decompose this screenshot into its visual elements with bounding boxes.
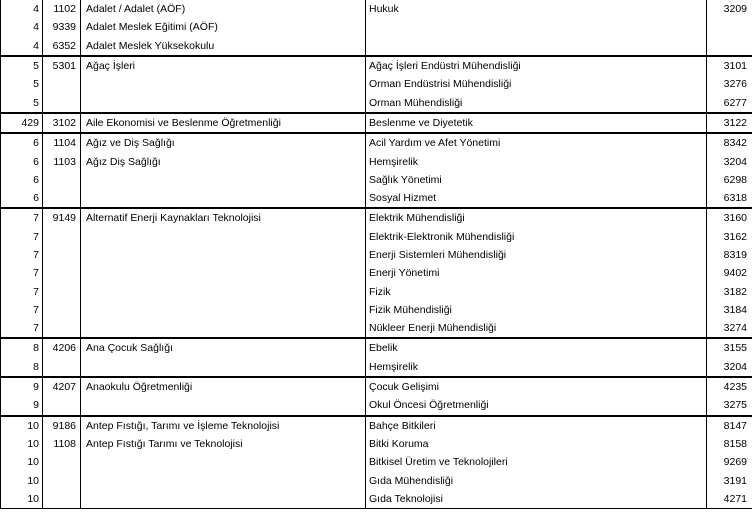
target-program-cell: Bitkisel Üretim ve Teknolojileri	[366, 453, 707, 471]
table-row	[1, 264, 752, 282]
program-name-cell	[81, 264, 366, 282]
program-code-cell	[43, 490, 81, 509]
program-code-cell	[43, 93, 81, 112]
target-program-cell: Hemşirelik	[366, 358, 707, 377]
table-row	[1, 228, 752, 246]
table-row	[1, 113, 752, 133]
table-row	[1, 358, 752, 377]
table-row	[1, 133, 752, 152]
program-code-cell: 4207	[43, 377, 81, 396]
target-program-cell: Gıda Teknolojisi	[366, 490, 707, 509]
program-name-cell	[81, 358, 366, 377]
table-row	[1, 56, 752, 75]
program-name-cell	[81, 75, 366, 93]
target-code-cell: 8342	[707, 133, 752, 152]
target-program-cell: Sağlık Yönetimi	[366, 171, 707, 189]
target-code-cell: 3122	[707, 113, 752, 133]
table-body	[1, 0, 752, 509]
program-code-cell	[43, 396, 81, 415]
program-code-cell: 3102	[43, 113, 81, 133]
program-name-cell: Antep Fıstığı Tarımı ve Teknolojisi	[81, 435, 366, 453]
target-code-cell: 6277	[707, 93, 752, 112]
program-code-cell: 1102	[43, 0, 81, 18]
table-row	[1, 189, 752, 208]
target-code-cell: 3162	[707, 228, 752, 246]
target-code-cell: 3209	[707, 0, 752, 18]
target-program-cell: Ağaç İşleri Endüstri Mühendisliği	[366, 56, 707, 75]
table-row	[1, 453, 752, 471]
program-code-cell	[43, 75, 81, 93]
table-row	[1, 171, 752, 189]
type-code-cell: 4	[1, 0, 43, 18]
target-program-cell: Enerji Sistemleri Mühendisliği	[366, 246, 707, 264]
program-name-cell: Adalet Meslek Yüksekokulu	[81, 37, 366, 56]
program-code-cell: 1108	[43, 435, 81, 453]
type-code-cell: 10	[1, 490, 43, 509]
target-code-cell: 3275	[707, 396, 752, 415]
table-row	[1, 471, 752, 489]
target-program-cell: Enerji Yönetimi	[366, 264, 707, 282]
program-name-cell: Ağız ve Diş Sağlığı	[81, 133, 366, 152]
table-row	[1, 377, 752, 396]
program-name-cell	[81, 319, 366, 338]
program-code-cell	[43, 471, 81, 489]
target-program-cell: Elektrik Mühendisliği	[366, 208, 707, 227]
program-code-cell	[43, 228, 81, 246]
program-code-cell: 9339	[43, 18, 81, 36]
target-code-cell: 4235	[707, 377, 752, 396]
type-code-cell: 7	[1, 301, 43, 319]
target-program-cell: Fizik	[366, 282, 707, 300]
type-code-cell: 429	[1, 113, 43, 133]
table-row	[1, 319, 752, 338]
target-program-cell: Bitki Koruma	[366, 435, 707, 453]
program-name-cell	[81, 228, 366, 246]
type-code-cell: 8	[1, 358, 43, 377]
program-code-cell	[43, 282, 81, 300]
target-code-cell: 3182	[707, 282, 752, 300]
target-program-cell: Çocuk Gelişimi	[366, 377, 707, 396]
program-name-cell	[81, 301, 366, 319]
target-code-cell	[707, 37, 752, 56]
target-code-cell	[707, 18, 752, 36]
type-code-cell: 10	[1, 416, 43, 435]
type-code-cell: 7	[1, 264, 43, 282]
program-code-cell	[43, 301, 81, 319]
target-code-cell: 3204	[707, 358, 752, 377]
type-code-cell: 9	[1, 396, 43, 415]
target-code-cell: 8158	[707, 435, 752, 453]
target-code-cell: 3204	[707, 152, 752, 170]
program-name-cell: Adalet / Adalet (AÖF)	[81, 0, 366, 18]
program-code-cell: 9149	[43, 208, 81, 227]
target-program-cell: Hukuk	[366, 0, 707, 18]
target-program-cell	[366, 37, 707, 56]
target-code-cell: 3184	[707, 301, 752, 319]
program-name-cell	[81, 453, 366, 471]
target-code-cell: 3191	[707, 471, 752, 489]
table-row	[1, 152, 752, 170]
program-name-cell	[81, 246, 366, 264]
table-row	[1, 75, 752, 93]
type-code-cell: 7	[1, 282, 43, 300]
target-program-cell: Beslenme ve Diyetetik	[366, 113, 707, 133]
program-code-cell	[43, 319, 81, 338]
target-program-cell: Gıda Mühendisliği	[366, 471, 707, 489]
table-row	[1, 93, 752, 112]
program-name-cell: Ağaç İşleri	[81, 56, 366, 75]
target-code-cell: 8319	[707, 246, 752, 264]
program-name-cell	[81, 490, 366, 509]
target-code-cell: 3101	[707, 56, 752, 75]
type-code-cell: 10	[1, 435, 43, 453]
type-code-cell: 9	[1, 377, 43, 396]
type-code-cell: 7	[1, 246, 43, 264]
type-code-cell: 6	[1, 171, 43, 189]
type-code-cell: 6	[1, 152, 43, 170]
type-code-cell: 5	[1, 93, 43, 112]
table-row	[1, 0, 752, 18]
type-code-cell: 10	[1, 471, 43, 489]
program-name-cell: Antep Fıstığı, Tarımı ve İşleme Teknolojisi	[81, 416, 366, 435]
target-program-cell: Ebelik	[366, 338, 707, 357]
program-code-cell: 4206	[43, 338, 81, 357]
program-name-cell: Adalet Meslek Eğitimi (AÖF)	[81, 18, 366, 36]
type-code-cell: 4	[1, 37, 43, 56]
target-program-cell: Orman Mühendisliği	[366, 93, 707, 112]
target-code-cell: 6298	[707, 171, 752, 189]
type-code-cell: 7	[1, 208, 43, 227]
program-name-cell	[81, 282, 366, 300]
program-name-cell: Alternatif Enerji Kaynakları Teknolojisi	[81, 208, 366, 227]
program-code-cell	[43, 264, 81, 282]
target-code-cell: 9402	[707, 264, 752, 282]
target-code-cell: 8147	[707, 416, 752, 435]
table-row	[1, 396, 752, 415]
type-code-cell: 6	[1, 189, 43, 208]
type-code-cell: 6	[1, 133, 43, 152]
table-row	[1, 37, 752, 56]
program-code-cell	[43, 171, 81, 189]
program-code-cell	[43, 453, 81, 471]
program-name-cell	[81, 189, 366, 208]
table-row	[1, 301, 752, 319]
target-code-cell: 4271	[707, 490, 752, 509]
target-program-cell: Bahçe Bitkileri	[366, 416, 707, 435]
table-row	[1, 416, 752, 435]
type-code-cell: 7	[1, 228, 43, 246]
table-row	[1, 490, 752, 509]
target-program-cell: Nükleer Enerji Mühendisliği	[366, 319, 707, 338]
target-program-cell: Hemşirelik	[366, 152, 707, 170]
program-code-cell	[43, 246, 81, 264]
table-row	[1, 18, 752, 36]
target-code-cell: 9269	[707, 453, 752, 471]
table-row	[1, 338, 752, 357]
target-program-cell: Okul Öncesi Öğretmenliği	[366, 396, 707, 415]
table-row	[1, 208, 752, 227]
program-name-cell: Anaokulu Öğretmenliği	[81, 377, 366, 396]
type-code-cell: 8	[1, 338, 43, 357]
program-name-cell	[81, 471, 366, 489]
program-name-cell: Ana Çocuk Sağlığı	[81, 338, 366, 357]
target-code-cell: 6318	[707, 189, 752, 208]
program-name-cell	[81, 93, 366, 112]
program-name-cell	[81, 396, 366, 415]
target-code-cell: 3160	[707, 208, 752, 227]
program-code-cell: 1103	[43, 152, 81, 170]
type-code-cell: 7	[1, 319, 43, 338]
target-program-cell: Sosyal Hizmet	[366, 189, 707, 208]
target-code-cell: 3276	[707, 75, 752, 93]
program-code-cell	[43, 358, 81, 377]
type-code-cell: 10	[1, 453, 43, 471]
table-row	[1, 435, 752, 453]
type-code-cell: 5	[1, 75, 43, 93]
program-name-cell	[81, 171, 366, 189]
program-name-cell: Ağız Diş Sağlığı	[81, 152, 366, 170]
target-code-cell: 3155	[707, 338, 752, 357]
type-code-cell: 5	[1, 56, 43, 75]
target-code-cell: 3274	[707, 319, 752, 338]
program-code-cell	[43, 189, 81, 208]
target-program-cell: Acil Yardım ve Afet Yönetimi	[366, 133, 707, 152]
table-row	[1, 246, 752, 264]
program-code-cell: 9186	[43, 416, 81, 435]
target-program-cell	[366, 18, 707, 36]
table-row	[1, 282, 752, 300]
target-program-cell: Elektrik-Elektronik Mühendisliği	[366, 228, 707, 246]
type-code-cell: 4	[1, 18, 43, 36]
program-code-cell: 5301	[43, 56, 81, 75]
program-name-cell: Aile Ekonomisi ve Beslenme Öğretmenliği	[81, 113, 366, 133]
target-program-cell: Fizik Mühendisliği	[366, 301, 707, 319]
program-code-cell: 6352	[43, 37, 81, 56]
program-code-cell: 1104	[43, 133, 81, 152]
target-program-cell: Orman Endüstrisi Mühendisliği	[366, 75, 707, 93]
